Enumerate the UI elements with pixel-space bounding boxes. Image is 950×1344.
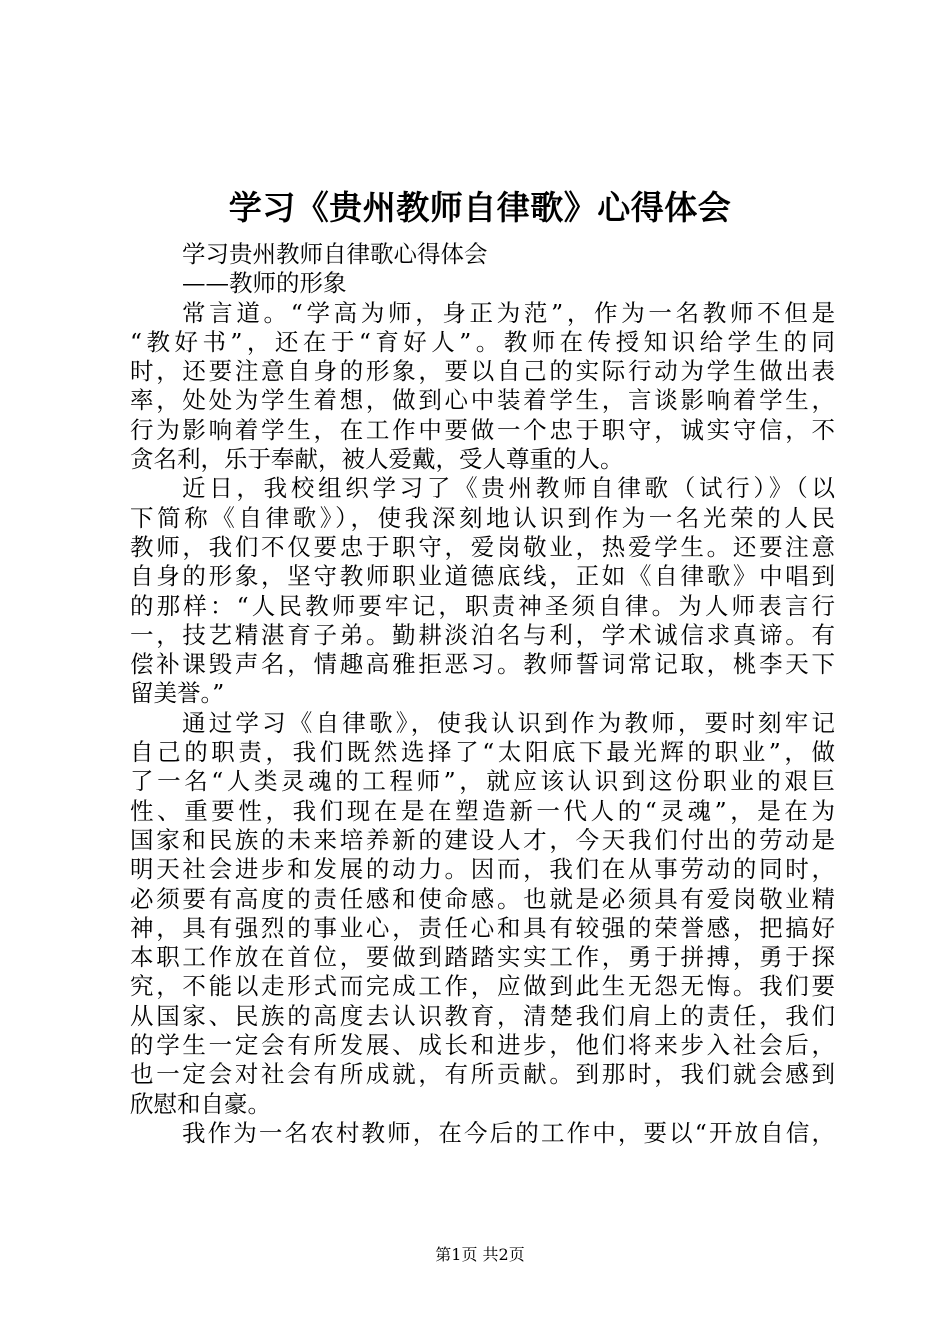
paragraph-line: “教好书”，还在于“育好人”。教师在传授知识给学生的同 — [130, 327, 835, 356]
paragraph-line: 了一名“人类灵魂的工程师”，就应该认识到这份职业的艰巨 — [130, 767, 835, 796]
paragraph-line: 从国家、民族的高度去认识教育，清楚我们肩上的责任，我们 — [130, 1001, 835, 1030]
paragraph-line: 时，还要注意自身的形象，要以自己的实际行动为学生做出表 — [130, 357, 835, 386]
paragraph-line: 欣慰和自豪。 — [130, 1089, 271, 1118]
paragraph-line: 自己的职责，我们既然选择了“太阳底下最光辉的职业”，做 — [130, 738, 835, 767]
subtitle-line: 学习贵州教师自律歌心得体会 — [182, 240, 488, 268]
document-title: 学习《贵州教师自律歌》心得体会 — [228, 188, 732, 227]
document-body — [130, 240, 835, 1148]
paragraph-line: 留美誉。” — [130, 679, 225, 708]
paragraph-line: 自身的形象，坚守教师职业道德底线，正如《自律歌》中唱到 — [130, 562, 835, 591]
paragraph-line: 教师，我们不仅要忠于职守，爱岗敬业，热爱学生。还要注意 — [130, 532, 835, 561]
paragraph-line: 常言道。“学高为师，身正为范”，作为一名教师不但是 — [182, 298, 835, 327]
paragraph-line: 我作为一名农村教师，在今后的工作中，要以“开放自信， — [182, 1118, 835, 1147]
subtitle-line: ——教师的形象 — [182, 269, 347, 298]
paragraph-line: 一，技艺精湛育子弟。勤耕淡泊名与利，学术诚信求真谛。有 — [130, 620, 835, 649]
paragraph-line: 下简称《自律歌》），使我深刻地认识到作为一名光荣的人民 — [130, 503, 835, 532]
paragraph-line: 率，处处为学生着想，做到心中装着学生，言谈影响着学生， — [130, 386, 835, 415]
paragraph-line: 本职工作放在首位，要做到踏踏实实工作，勇于拼搏，勇于探 — [130, 943, 835, 972]
paragraph-line: 性、重要性，我们现在是在塑造新一代人的“灵魂”，是在为 — [130, 796, 835, 825]
paragraph-line: 的学生一定会有所发展、成长和进步，他们将来步入社会后， — [130, 1031, 835, 1060]
page-footer: 第1页 共2页 — [435, 1245, 525, 1264]
paragraph-line: 国家和民族的未来培养新的建设人才，今天我们付出的劳动是 — [130, 825, 835, 854]
paragraph-line: 究，不能以走形式而完成工作，应做到此生无怨无悔。我们要 — [130, 972, 835, 1001]
paragraph-line: 的那样：“人民教师要牢记，职责神圣须自律。为人师表言行 — [130, 591, 835, 620]
paragraph-line: 明天社会进步和发展的动力。因而，我们在从事劳动的同时， — [130, 855, 835, 884]
paragraph-line: 也一定会对社会有所成就，有所贡献。到那时，我们就会感到 — [130, 1060, 835, 1089]
paragraph-line: 通过学习《自律歌》，使我认识到作为教师，要时刻牢记 — [182, 708, 835, 737]
paragraph-line: 近日，我校组织学习了《贵州教师自律歌（试行）》（以 — [182, 474, 835, 503]
paragraph-line: 必须要有高度的责任感和使命感。也就是必须具有爱岗敬业精 — [130, 884, 835, 913]
paragraph-line: 行为影响着学生，在工作中要做一个忠于职守，诚实守信，不 — [130, 415, 835, 444]
paragraph-line: 偿补课毁声名，情趣高雅拒恶习。教师誓词常记取，桃李天下 — [130, 650, 835, 679]
paragraph-line: 神，具有强烈的事业心，责任心和具有较强的荣誉感，把搞好 — [130, 913, 835, 942]
paragraph-line: 贪名利，乐于奉献，被人爱戴，受人尊重的人。 — [130, 445, 624, 474]
